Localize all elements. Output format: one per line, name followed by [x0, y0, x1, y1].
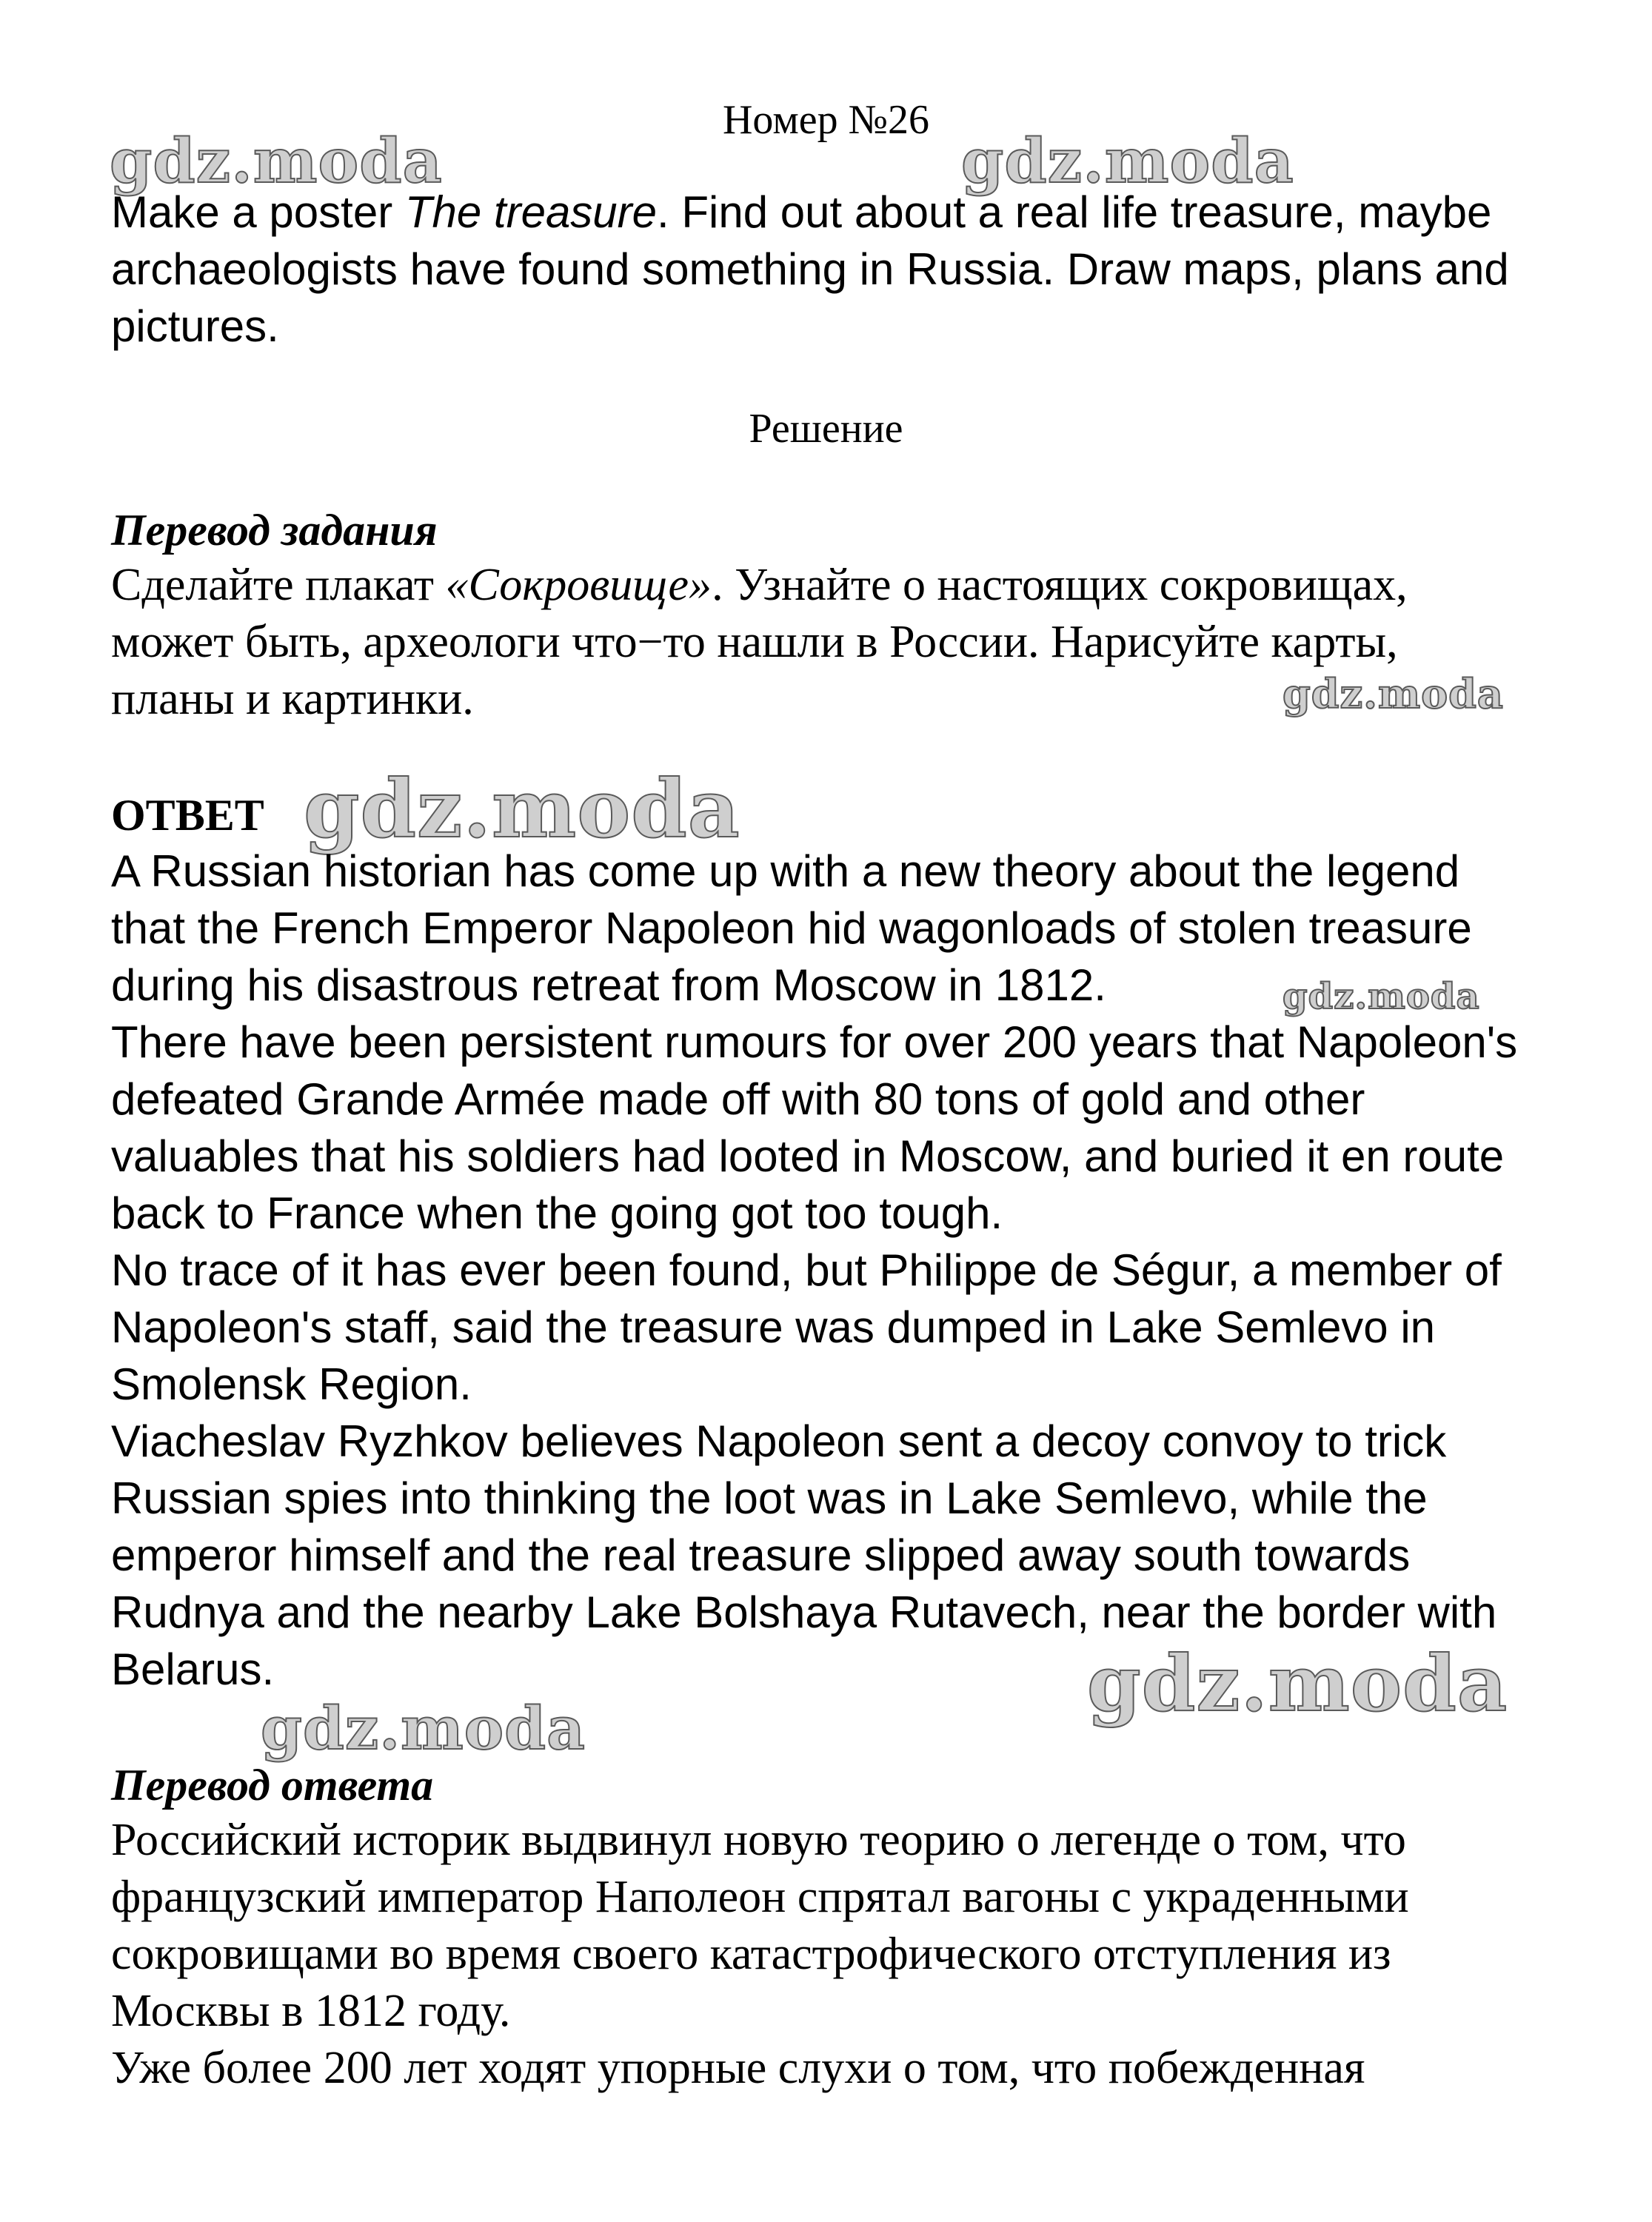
answer-line: that the French Emperor Napoleon hid wagonloads of stolen treasure — [111, 903, 1472, 953]
solution-label: Решение — [749, 406, 903, 452]
answer-line: emperor himself and the real treasure slipped away south towards — [111, 1530, 1411, 1580]
task-line: archaeologists have found something in Russia. Draw maps, plans and — [111, 244, 1509, 294]
watermark-logo: gdz.moda — [304, 763, 740, 856]
answer-translation-line: сокровищами во время своего катастрофического отступления из — [111, 1929, 1391, 1979]
answer-translation-text — [111, 1812, 1562, 2097]
answer-line: Russian spies into thinking the loot was in Lake Semlevo, while the — [111, 1473, 1428, 1523]
task-translation-line: Сделайте плакат «Сокровище». Узнайте о настоящих сокровищах, — [111, 560, 1408, 610]
task-translation-line: может быть, археологи что−то нашли в России. Нарисуйте карты, — [111, 617, 1398, 667]
answer-line: back to France when the going got too tough. — [111, 1188, 1003, 1238]
answer-translation-line: французский император Наполеон спрятал вагоны с украденными — [111, 1872, 1409, 1922]
answer-translation-line: Уже более 200 лет ходят упорные слухи о том, что побежденная — [111, 2043, 1365, 2093]
answer-line: defeated Grande Armée made off with 80 tons of gold and other — [111, 1074, 1365, 1124]
watermark-logo: gdz.moda — [1283, 670, 1504, 717]
answer-text — [111, 843, 1562, 1698]
watermark-logo: gdz.moda — [110, 126, 443, 197]
answer-line: Napoleon's staff, said the treasure was dumped in Lake Semlevo in — [111, 1302, 1436, 1352]
answer-translation-heading: Перевод ответа — [111, 1761, 434, 1810]
answer-line: Smolensk Region. — [111, 1359, 472, 1409]
answer-line: A Russian historian has come up with a new theory about the legend — [111, 846, 1460, 896]
watermark-logo: gdz.moda — [1283, 976, 1480, 1017]
watermark-logo: gdz.moda — [961, 126, 1294, 197]
answer-line: Rudnya and the nearby Lake Bolshaya Rutavech, near the border with — [111, 1587, 1497, 1637]
answer-translation-line: Российский историк выдвинул новую теорию о легенде о том, что — [111, 1815, 1406, 1865]
watermark-logo: gdz.moda — [1087, 1638, 1508, 1729]
watermark-logo: gdz.moda — [261, 1693, 586, 1763]
page-title: Номер №26 — [722, 97, 930, 143]
answer-translation-line: Москвы в 1812 году. — [111, 1986, 511, 2036]
task-translation-line: планы и картинки. — [111, 674, 474, 724]
task-line: Make a poster The treasure. Find out about a real life treasure, maybe — [111, 187, 1492, 237]
task-translation-text — [111, 557, 1562, 728]
answer-label: ОТВЕТ — [111, 791, 264, 840]
answer-line: No trace of it has ever been found, but Philippe de Ségur, a member of — [111, 1245, 1502, 1295]
answer-line: There have been persistent rumours for over 200 years that Napoleon's — [111, 1017, 1518, 1067]
answer-line: during his disastrous retreat from Moscow in 1812. — [111, 960, 1106, 1010]
answer-line: Belarus. — [111, 1644, 275, 1694]
answer-line: Viacheslav Ryzhkov believes Napoleon sent a decoy convoy to trick — [111, 1416, 1447, 1466]
task-text — [111, 184, 1562, 355]
task-translation-heading: Перевод задания — [111, 506, 438, 555]
task-line: pictures. — [111, 301, 279, 351]
answer-line: valuables that his soldiers had looted in Moscow, and buried it en route — [111, 1131, 1505, 1181]
